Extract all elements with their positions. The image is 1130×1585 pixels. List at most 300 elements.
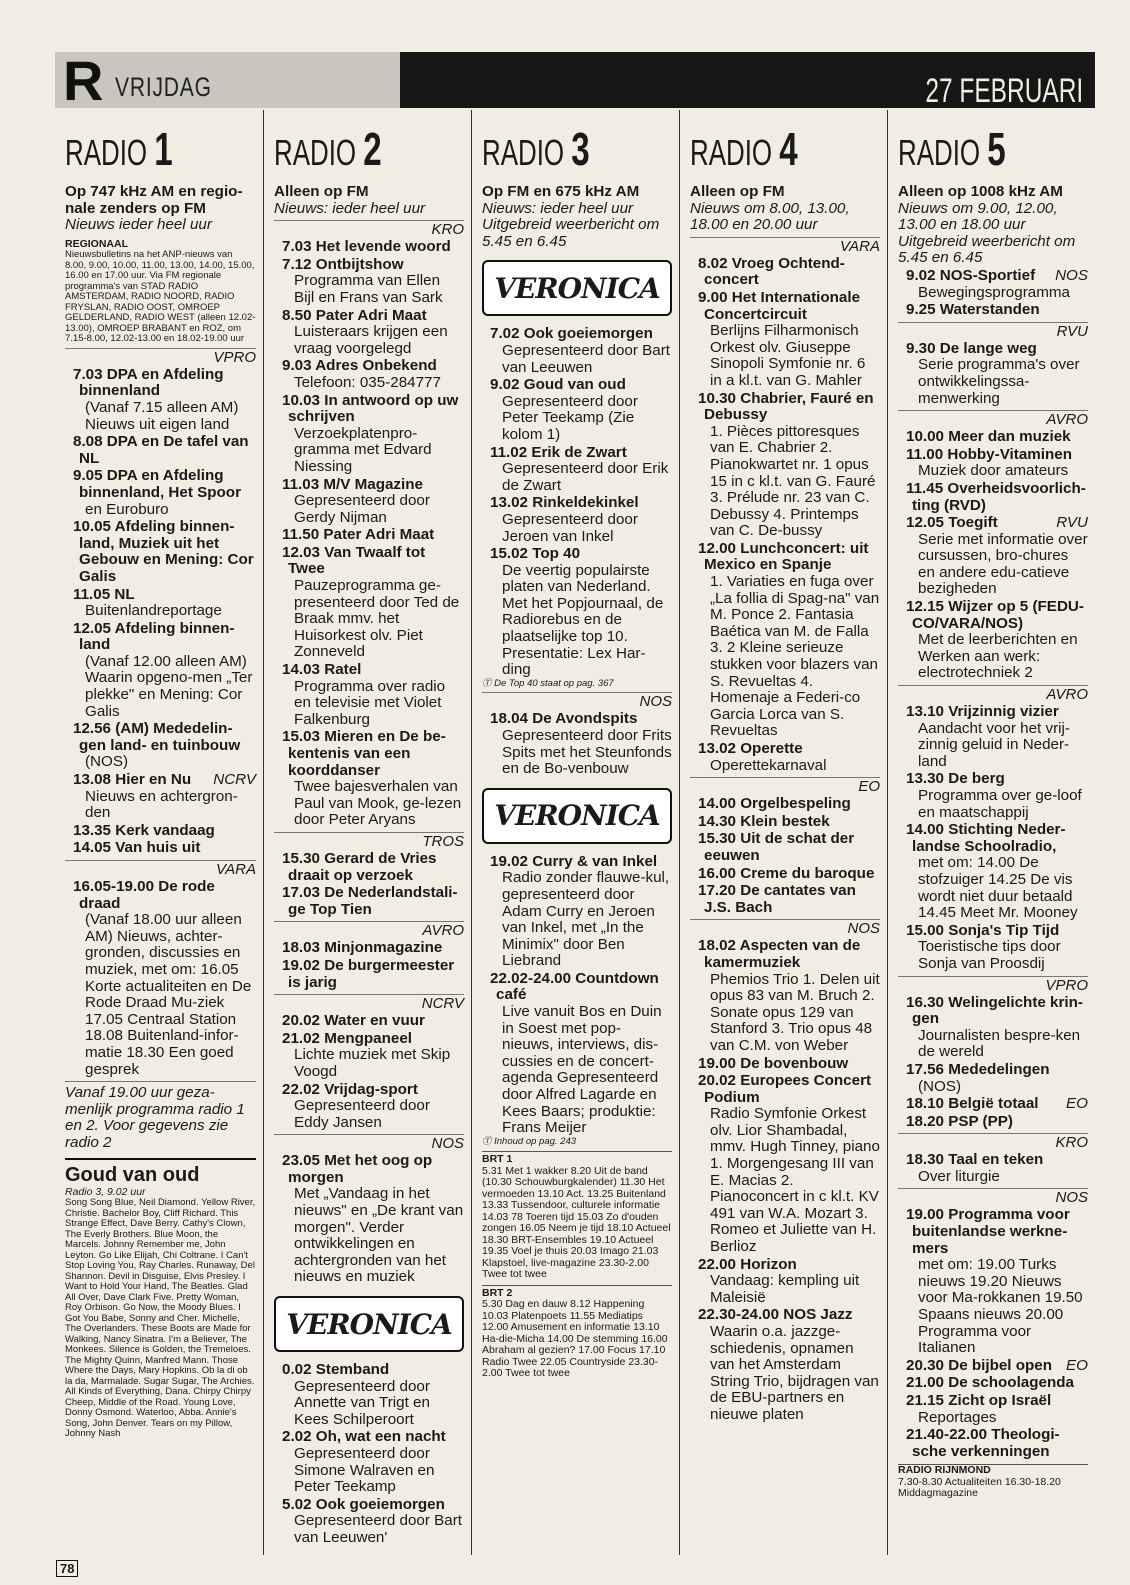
broadcaster-label: TROS — [274, 832, 464, 850]
programme-title: 18.20 PSP (PP) — [906, 1112, 1013, 1130]
programme-title-row — [274, 729, 464, 779]
programme-title: 13.10 Vrijzinnig vizier — [906, 703, 1059, 721]
programme-title-row — [274, 393, 464, 426]
programme-title-row — [690, 831, 880, 864]
radio-heading-number: 2 — [363, 123, 382, 175]
programme-item — [898, 704, 1088, 770]
radio-2-column — [263, 110, 468, 1555]
radio-heading-label: RADIO — [690, 132, 780, 173]
programme-title-row — [898, 447, 1088, 464]
programme-title: 15.30 Gerard de Vries draait op verzoek — [282, 849, 437, 884]
radio-heading-number: 1 — [154, 123, 173, 175]
programme-description: Programma over radio en televisie met Violet Falkenburg — [294, 677, 446, 728]
broadcaster-label: NOS — [898, 1188, 1088, 1206]
programme-title: 12.05 Afdeling binnen-land — [73, 619, 235, 654]
programme-description: Luisteraars krijgen een vraag voorgelegd — [294, 323, 448, 357]
programme-item — [690, 866, 880, 883]
programme-description: De veertig populairste platen van Nederland. Met het Popjournaal, de Radiorebus en de plaatselijke top 10. Presentatie: Lex Har-ding — [502, 561, 664, 679]
programme-title-row — [65, 367, 256, 400]
programme-title-row — [482, 854, 672, 871]
programme-title-row — [898, 1062, 1088, 1079]
programme-title: 17.20 De cantates van J.S. Bach — [698, 882, 856, 916]
programme-title-row — [898, 923, 1088, 940]
programme-item — [274, 940, 464, 957]
programme-item — [898, 1096, 1088, 1113]
programme-description: Gepresenteerd door Frits Spits met het Steunfonds en de Bo-venbouw — [502, 726, 672, 778]
broadcaster-label: RVU — [898, 322, 1088, 340]
programme-description: Berlijns Filharmonisch Orkest olv. Giuseppe Sinopoli Symfonie nr. 6 in a kl.t. van G. Mahler — [710, 322, 866, 389]
programme-description: met om: 19.00 Turks nieuws 19.20 Nieuws voor Ma-rokkanen 19.50 Spaans nieuws 20.00 Programma voor Italianen — [918, 1256, 1083, 1357]
programme-description: Gepresenteerd door Gerdy Nijman — [294, 492, 430, 526]
programme-title-row — [482, 377, 672, 394]
programme-title-row — [898, 771, 1088, 788]
programme-item — [690, 796, 880, 813]
programme-item — [65, 621, 256, 721]
radio-heading — [482, 122, 619, 184]
broadcaster-label: VARA — [690, 237, 880, 255]
programme-title: 15.00 Sonja's Tip Tijd — [906, 921, 1060, 939]
broadcaster-label: VPRO — [65, 348, 256, 366]
news-info: Nieuws om 8.00, 13.00, 18.00 en 20.00 uur — [690, 199, 850, 234]
programme-title-row — [482, 546, 672, 563]
programme-title: 10.00 Meer dan muziek — [906, 428, 1071, 446]
rijnmond-block — [898, 1464, 1088, 1500]
programme-item — [690, 256, 880, 289]
programme-item — [65, 823, 256, 840]
programme-item — [898, 268, 1088, 301]
programme-item — [898, 822, 1088, 922]
broadcaster-label: VPRO — [898, 976, 1088, 994]
programme-title-row — [690, 290, 880, 323]
radio-heading-label: RADIO — [482, 132, 572, 173]
programme-title: 7.12 Ontbijtshow — [282, 255, 404, 273]
programme-item — [274, 257, 464, 307]
programme-title: 12.56 (AM) Mededelin-gen land- en tuinbouw — [73, 720, 241, 754]
programme-description: (Vanaf 7.15 alleen AM) Nieuws uit eigen land — [85, 398, 239, 433]
programme-item — [690, 1056, 880, 1073]
programme-title: 14.30 Klein bestek — [698, 812, 830, 830]
programme-item — [898, 1427, 1088, 1460]
programme-title: 15.30 Uit de schat der eeuwen — [698, 830, 855, 864]
programme-title-row — [898, 1207, 1088, 1257]
news-info: Nieuws: ieder heel uur Uitgebreid weerbericht om 5.45 en 6.45 — [482, 199, 660, 250]
programme-description: met om: 14.00 De stofzuiger 14.25 De vis wordt niet duur betaald 14.45 Meet Mr. Mooney — [918, 854, 1078, 922]
programme-item — [898, 341, 1088, 407]
programme-title-row — [898, 995, 1088, 1028]
programme-title-row — [274, 358, 464, 375]
programme-title: 14.00 Stichting Neder-landse Schoolradio, — [906, 821, 1066, 855]
programme-item — [274, 1082, 464, 1132]
divider — [65, 1081, 256, 1082]
programme-item — [274, 885, 464, 918]
brt-schedule: 5.31 Met 1 wakker 8.20 Uit de band (10.30 Schouwburgkalender) 11.30 Het vermoeden 13.10 Act. 13.25 Buitenland 13.33 Tussendoor, culturele informatie 14.03 78 Toeren tijd 15.03 Zo d'ouden zongen 16.05 Neem je tijd 18.10 Actueel 18.30 BRT-Ensembles 19.10 Actueel 19.35 Voel je thuis 20.03 Imago 21.03 Klapstoel, live-magazine 23.30-2.00 Twee tot twee — [482, 1164, 671, 1281]
programme-description: Gepresenteerd door Erik de Zwart — [502, 460, 669, 494]
programme-title: 14.00 Orgelbespeling — [698, 795, 851, 813]
programme-item — [898, 1393, 1088, 1426]
programme-title-row — [274, 958, 464, 991]
programme-title-row — [274, 851, 464, 884]
programme-description: Buitenlandreportage — [85, 602, 222, 620]
page-number: 78 — [56, 1560, 78, 1577]
programme-title-row — [690, 1056, 880, 1073]
programme-item — [274, 308, 464, 358]
programme-title-row — [482, 326, 672, 343]
programme-item — [898, 1062, 1088, 1095]
programme-title-row — [482, 711, 672, 728]
radio-3-column — [471, 110, 676, 1555]
programme-title-row — [274, 885, 464, 918]
frequency-info: Op FM en 675 kHz AM — [482, 183, 640, 200]
frequency-info: Alleen op FM — [274, 183, 369, 200]
programme-title-row — [690, 1307, 880, 1324]
programme-item — [482, 445, 672, 495]
programme-item — [65, 879, 256, 1078]
programme-description: Aandacht voor het vrij-zinnig geluid in Neder-land — [918, 719, 1070, 770]
broadcaster-label: NOS — [274, 1134, 464, 1152]
programme-title-row — [898, 1152, 1088, 1169]
programme-item — [690, 831, 880, 864]
programme-description: Gepresenteerd door Jeroen van Inkel — [502, 510, 638, 545]
programme-item — [690, 1307, 880, 1423]
programme-title: 18.04 De Avondspits — [490, 710, 638, 728]
radio-heading-label: RADIO — [898, 132, 988, 173]
radio-heading — [690, 122, 827, 184]
news-info: Nieuws om 9.00, 12.00, 13.00 en 18.00 uur Uitgebreid weerbericht om 5.45 en 6.45 — [898, 199, 1076, 267]
broadcaster-label: NOS — [690, 919, 880, 937]
frequency-info: Alleen op 1008 kHz AM — [898, 183, 1063, 200]
radio-5-column — [887, 110, 1092, 1555]
programme-description: Over liturgie — [918, 1167, 1000, 1185]
frequency-info: Op 747 kHz AM en regio-nale zenders op FM — [65, 183, 243, 217]
programme-title: 10.03 In antwoord op uw schrijven — [282, 391, 459, 426]
programme-title-row — [65, 840, 256, 857]
programme-item — [274, 477, 464, 527]
programme-title: 18.30 Taal en teken — [906, 1151, 1044, 1169]
programme-title-row — [65, 434, 256, 467]
programme-title-row — [274, 940, 464, 957]
programme-item — [690, 741, 880, 774]
programme-item — [65, 434, 256, 467]
programme-item — [898, 923, 1088, 973]
programme-title: 9.25 Waterstanden — [906, 301, 1040, 319]
programme-item — [482, 377, 672, 443]
brt-block — [482, 1151, 672, 1281]
programme-item — [274, 729, 464, 829]
broadcaster-tag: NOS — [1055, 266, 1088, 284]
goud-subtitle: Radio 3, 9.02 uur — [65, 1185, 146, 1198]
rijnmond-title: RADIO RIJNMOND — [898, 1464, 991, 1477]
programme-item — [65, 519, 256, 585]
programme-item — [898, 1375, 1088, 1392]
programme-title-row — [898, 1393, 1088, 1410]
programme-title-row — [690, 391, 880, 424]
programme-title-row — [65, 468, 256, 501]
programme-title: 23.05 Met het oog op morgen — [282, 1152, 433, 1186]
programme-title: 15.03 Mieren en De be-kentenis van een koorddanser — [282, 728, 446, 779]
programme-title: 13.35 Kerk vandaag — [73, 821, 215, 839]
programme-title-row — [274, 545, 464, 578]
programme-description: Nieuws en achtergron-den — [85, 787, 238, 822]
programme-item — [898, 1207, 1088, 1356]
programme-item — [274, 958, 464, 991]
programme-title: 17.56 Mededelingen — [906, 1060, 1050, 1078]
programme-item — [65, 840, 256, 857]
programme-title-row — [274, 1497, 464, 1514]
programme-title: 8.02 Vroeg Ochtend-concert — [698, 254, 845, 289]
programme-description: Lichte muziek met Skip Voogd — [294, 1046, 451, 1080]
programme-item — [65, 721, 256, 771]
programme-title: 18.02 Aspecten van de kamermuziek — [698, 937, 861, 971]
programme-description: (Vanaf 18.00 uur alleen AM) Nieuws, achter-gronden, discussies en muziek, met om: 16.05 Korte actualiteiten en De Rode Draad Mu-ziek 17.05 Centraal Station 18.08 Buitenland-infor-matie 18.30 Een goed gesprek — [85, 911, 252, 1078]
programme-title: 9.05 DPA en Afdeling binnenland, Het Spoor — [73, 467, 241, 501]
programme-item — [690, 883, 880, 916]
programme-title: 15.02 Top 40 — [490, 545, 581, 563]
programme-title-row — [898, 341, 1088, 358]
programme-title: 19.00 De bovenbouw — [698, 1054, 849, 1072]
programme-title: 14.05 Van huis uit — [73, 839, 201, 857]
programme-item — [898, 447, 1088, 480]
programme-title-row — [274, 239, 464, 256]
broadcaster-label: VARA — [65, 860, 256, 878]
programme-title-row — [274, 477, 464, 494]
programme-item — [898, 771, 1088, 821]
rijnmond-schedule: 7.30-8.30 Actualiteiten 16.30-18.20 Middagmagazine — [898, 1475, 1061, 1500]
programme-item — [274, 851, 464, 884]
radio-heading-label: RADIO — [274, 132, 364, 173]
programme-title-row — [898, 515, 1088, 532]
programme-title: 12.03 Van Twaalf tot Twee — [282, 543, 426, 578]
programme-item — [274, 1362, 464, 1428]
programme-title: 9.02 Goud van oud — [490, 376, 626, 394]
programme-description: Radio zonder flauwe-kul, gepresenteerd door Adam Curry en Jeroen van Inkel, met „In the Minimix" door Ben Liebrand — [502, 869, 670, 970]
programme-title: 11.03 M/V Magazine — [282, 475, 423, 493]
frequency-info: Alleen op FM — [690, 183, 785, 200]
programme-item — [274, 527, 464, 544]
programme-title-row — [274, 1013, 464, 1030]
programme-title-row — [690, 814, 880, 831]
programme-item — [898, 515, 1088, 598]
programme-title-row — [898, 481, 1088, 514]
broadcaster-label: NCRV — [274, 994, 464, 1012]
programme-title-row — [65, 772, 256, 789]
programme-title-row — [898, 704, 1088, 721]
programme-description: Programma over ge-loof en maatschappij — [918, 787, 1082, 821]
programme-title-row — [482, 971, 672, 1004]
broadcaster-tag: EO — [1066, 1095, 1088, 1113]
programme-item — [898, 995, 1088, 1061]
programme-description: Pauzeprogramma ge-presenteerd door Ted de Braak mmv. het Huisorkest olv. Piet Zonneveld — [294, 577, 460, 661]
programme-description: Gepresenteerd door Annette van Trigt en Kees Schilperoort — [294, 1377, 430, 1428]
radio-heading-number: 4 — [779, 123, 798, 175]
broadcaster-tag: NCRV — [213, 771, 256, 789]
programme-title: 16.05-19.00 De rode draad — [73, 878, 215, 912]
programme-title: 21.02 Mengpaneel — [282, 1029, 412, 1047]
programme-title: 22.00 Horizon — [698, 1255, 797, 1273]
programme-title: 19.02 Curry & van Inkel — [490, 852, 658, 870]
programme-item — [898, 1358, 1088, 1375]
broadcaster-label: AVRO — [898, 410, 1088, 428]
news-info: Nieuws ieder heel uur — [65, 216, 212, 234]
weekday-label: VRIJDAG — [115, 72, 212, 102]
programme-title: 13.02 Operette — [698, 740, 803, 757]
programme-item — [274, 1153, 464, 1286]
programme-title-row — [898, 1096, 1088, 1113]
programme-title-row — [274, 1362, 464, 1379]
programme-title-row — [690, 938, 880, 971]
programme-title: 11.45 Overheidsvoorlich-ting (RVD) — [906, 479, 1086, 514]
programme-title-row — [690, 256, 880, 289]
programme-title: 5.02 Ook goeiemorgen — [282, 1495, 445, 1513]
programme-title-row — [690, 796, 880, 813]
programme-title-row — [65, 621, 256, 654]
radio-heading — [898, 122, 1035, 184]
programme-title-row — [690, 866, 880, 883]
programme-title-row — [898, 268, 1088, 285]
programme-description: Live vanuit Bos en Duin in Soest met pop-nieuws, interviews, dis-cussies en de concert-agenda Gepresenteerd door Alfred Lagarde en Kees Baars; produktie: Frans Meijer — [502, 1003, 662, 1137]
programme-description: Phemios Trio 1. Delen uit opus 83 van M. Bruch 2. Sonate opus 129 van Stanford 3. Trio opus 48 van C.M. von Weber — [710, 970, 880, 1054]
programme-description: Bewegingsprogramma — [918, 283, 1070, 301]
programme-title-row — [898, 599, 1088, 632]
note-text: Vanaf 19.00 uur geza-menlijk programma radio 1 en 2. Voor gegevens zie radio 2 — [65, 1084, 245, 1151]
programme-title: 0.02 Stemband — [282, 1361, 390, 1379]
programme-title: 8.08 DPA en De tafel van NL — [73, 433, 249, 467]
brt-schedule: 5.30 Dag en dauw 8.12 Happening 10.03 Platenpoets 11.55 Mediatips 12.00 Amusement en informatie 13.10 Ha-die-Micha 14.00 De stemming 16.00 Abraham al gezien? 17.00 Focus 17.10 Radio Twee 22.05 Countryside 23.30-2.00 Twee tot twee — [482, 1298, 668, 1380]
programme-item — [65, 367, 256, 433]
programme-title-row — [65, 823, 256, 840]
programme-title-row — [898, 822, 1088, 855]
programme-item — [690, 814, 880, 831]
date-label: 27 FEBRUARI — [925, 72, 1083, 110]
programme-description: Operettekarnaval — [710, 756, 827, 774]
programme-item — [274, 1013, 464, 1030]
section-letter: R — [63, 49, 102, 112]
broadcaster-tag: EO — [1066, 1356, 1088, 1374]
programme-title-row — [898, 1358, 1088, 1375]
programme-description: Toeristische tips door Sonja van Proosdij — [918, 938, 1061, 972]
programme-title-row — [898, 1427, 1088, 1460]
programme-description: Gepresenteerd door Peter Teekamp (Zie kolom 1) — [502, 392, 638, 443]
header-left-band — [55, 49, 400, 112]
programme-title: 17.03 De Nederlandstali-ge Top Tien — [282, 884, 458, 918]
regional-block — [65, 239, 256, 345]
programme-title: 19.00 Programma voor buitenlandse werkne-mers — [906, 1206, 1070, 1257]
radio-heading — [65, 122, 203, 184]
programme-title: 20.02 Europees Concert Podium — [698, 1072, 872, 1106]
programme-item — [690, 290, 880, 390]
programme-title: 7.02 Ook goeiemorgen — [490, 325, 653, 343]
programme-title-row — [274, 1082, 464, 1099]
header-right-band — [400, 52, 1095, 108]
programme-item — [690, 1073, 880, 1256]
regional-title: REGIONAAL — [65, 237, 128, 250]
brt-title: BRT 2 — [482, 1286, 513, 1299]
veronica-logo: VERONICA — [274, 1296, 464, 1352]
programme-title: 22.02-24.00 Countdown café — [490, 969, 659, 1004]
programme-title-row — [898, 429, 1088, 446]
programme-title-row — [65, 519, 256, 585]
programme-description: (NOS) — [85, 753, 129, 771]
goud-title: Goud van oud — [65, 1163, 200, 1186]
programme-title-row — [65, 879, 256, 912]
programme-title: 13.08 Hier en Nu — [73, 771, 192, 789]
programme-title: 11.50 Pater Adri Maat — [282, 526, 435, 544]
programme-title-row — [274, 257, 464, 274]
programme-description: Reportages — [918, 1408, 997, 1426]
programme-item — [690, 391, 880, 540]
programme-item — [898, 481, 1088, 514]
programme-title: 7.03 DPA en Afdeling binnenland — [73, 365, 224, 400]
broadcaster-label: KRO — [898, 1133, 1088, 1151]
programme-item — [274, 1031, 464, 1081]
programme-description: Met de leerberichten en Werken aan werk: electrotechniek 2 — [918, 631, 1078, 682]
programme-description: Met „Vandaag in het nieuws" en „De krant van morgen". Verder ontwikkelingen en achtergronden van het nieuws en muziek — [294, 1185, 464, 1286]
programme-description: Gepresenteerd door Bart van Leeuwen — [502, 341, 671, 376]
programme-description: Muziek door amateurs — [918, 462, 1069, 480]
radio-4-column — [679, 110, 884, 1555]
programme-description: 1. Variaties en fuga over „La follia di Spag-na" van M. Ponce 2. Fantasia Baética van M. de Falla 3. 2 Kleine serieuze stukken voor blazers van S. Revueltas 4. Homenaje a Federi-co Garcia Lorca van S. Revueltas — [710, 573, 880, 740]
programme-title-row — [898, 302, 1088, 319]
programme-title-row — [274, 1429, 464, 1446]
programme-title-row — [690, 1073, 880, 1106]
programme-item — [898, 1114, 1088, 1131]
programme-description: Twee bajesverhalen van Paul van Mook, ge-lezen door Peter Aryans — [294, 778, 462, 829]
programme-title: 16.30 Welingelichte krin-gen — [906, 993, 1083, 1028]
programme-description: Vandaag: kempling uit Maleisië — [710, 1272, 860, 1306]
broadcaster-label: NOS — [482, 692, 672, 710]
programme-item — [274, 358, 464, 391]
programme-item — [482, 711, 672, 777]
programme-description: (NOS) — [918, 1077, 962, 1095]
programme-title-row — [898, 1375, 1088, 1392]
programme-description: Gepresenteerd door Eddy Jansen — [294, 1097, 430, 1131]
programme-title: 9.00 Het Internationale Concertcircuit — [698, 288, 861, 323]
programme-item — [65, 772, 256, 822]
programme-title: 10.30 Chabrier, Fauré en Debussy — [698, 389, 874, 424]
programme-item — [65, 587, 256, 620]
programme-title: 12.00 Lunchconcert: uit Mexico en Spanje — [698, 539, 869, 574]
programme-item — [690, 1257, 880, 1307]
programme-title: 12.05 Toegift — [906, 514, 998, 532]
programme-title: 11.02 Erik de Zwart — [490, 443, 627, 461]
programme-item — [898, 1152, 1088, 1185]
programme-title: 22.30-24.00 NOS Jazz — [698, 1306, 853, 1324]
programme-title: 12.15 Wijzer op 5 (FEDU-CO/VARA/NOS) — [906, 598, 1084, 632]
programme-description: (Vanaf 12.00 alleen AM) Waarin opgeno-men „Ter plekke" en Mening: Cor Galis — [85, 652, 253, 720]
programme-description: Telefoon: 035-284777 — [294, 373, 441, 391]
page-reference: Ⓣ De Top 40 staat op pag. 367 — [482, 677, 614, 689]
programme-title: 18.10 België totaal — [906, 1095, 1039, 1113]
programme-title-row — [898, 1114, 1088, 1131]
radio-heading-number: 5 — [987, 123, 1006, 175]
programme-title: 14.03 Ratel — [282, 661, 362, 679]
programme-title-row — [690, 883, 880, 916]
programme-item — [690, 541, 880, 740]
programme-title: 18.03 Minjonmagazine — [282, 939, 443, 957]
programme-title-row — [482, 495, 672, 512]
programme-description: Gepresenteerd door Simone Walraven en Peter Teekamp — [294, 1445, 435, 1496]
programme-title-row — [274, 1031, 464, 1048]
veronica-logo: VERONICA — [482, 788, 672, 844]
programme-item — [482, 495, 672, 545]
programme-title: 9.02 NOS-Sportief — [906, 266, 1036, 284]
programme-title-row — [65, 721, 256, 754]
broadcaster-label: AVRO — [898, 685, 1088, 703]
broadcaster-label: EO — [690, 777, 880, 795]
page-header — [55, 49, 1095, 112]
programme-item — [274, 1429, 464, 1495]
programme-item — [482, 546, 672, 679]
programme-item — [482, 326, 672, 376]
